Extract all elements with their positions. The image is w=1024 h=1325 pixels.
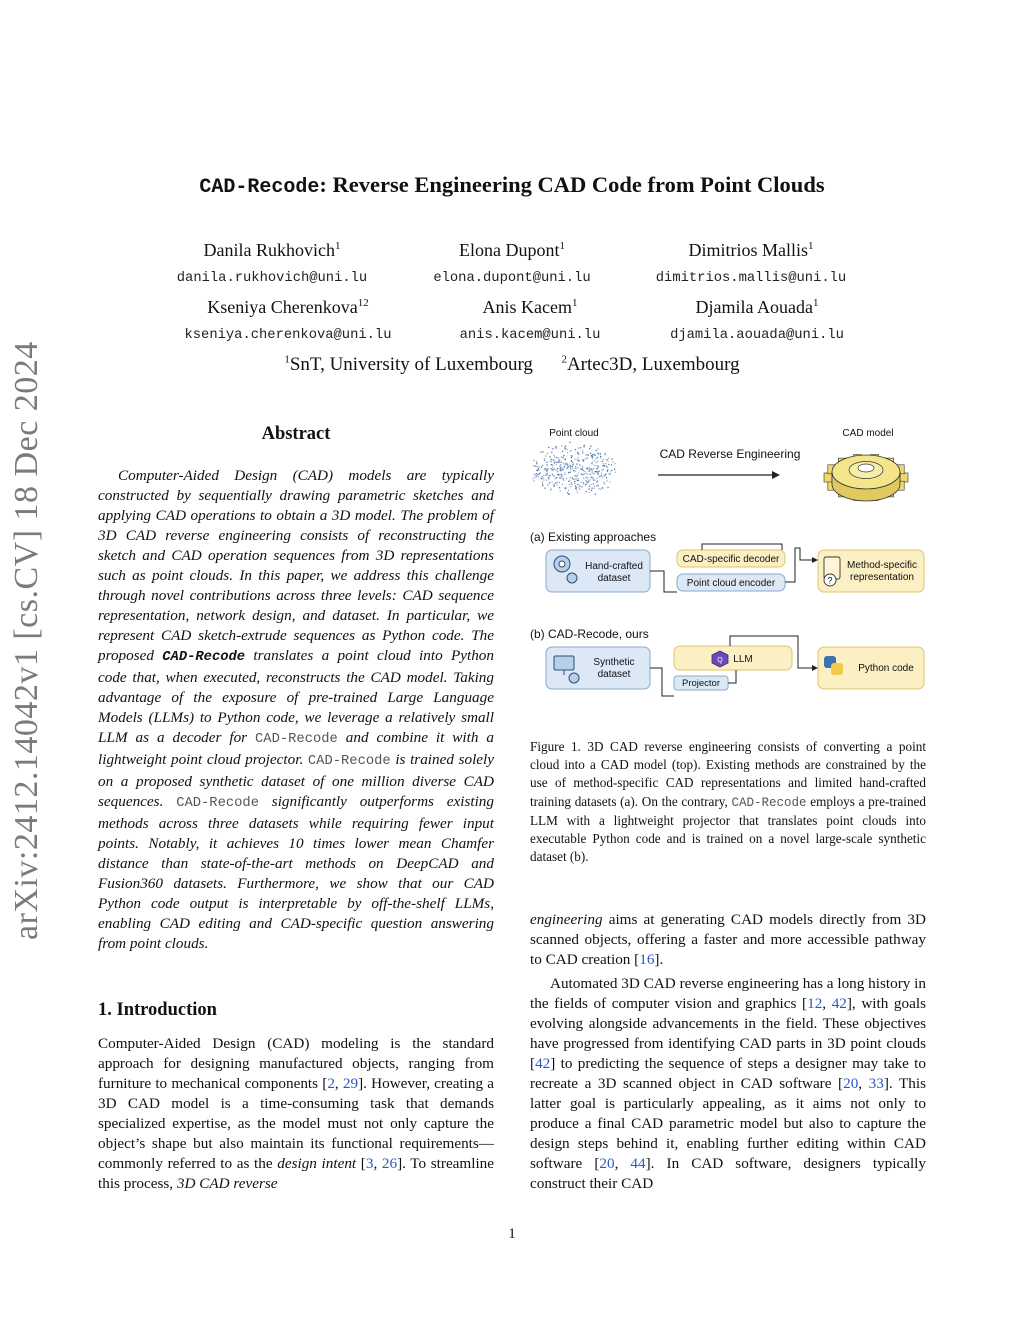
paragraph bbox=[530, 910, 926, 970]
author-email[interactable]: elona.dupont@uni.lu bbox=[433, 271, 591, 286]
point-cloud-label: Point cloud bbox=[549, 428, 599, 439]
text-run: , bbox=[373, 1155, 382, 1172]
citation-link[interactable]: 33 bbox=[868, 1075, 884, 1092]
text-run: , bbox=[822, 995, 832, 1012]
affiliation-2: Artec3D, Luxembourg bbox=[566, 354, 740, 375]
citation-link[interactable]: 20 bbox=[599, 1155, 615, 1172]
arxiv-identifier: arXiv:2412.14042v1 [cs.CV] 18 Dec 2024 bbox=[8, 341, 45, 940]
title-code-name: CAD-Recode bbox=[199, 176, 320, 199]
text-run: , bbox=[858, 1075, 869, 1092]
connector-a1 bbox=[650, 571, 677, 592]
text-run: Automated 3D CAD reverse engineering has a long history in the fields of computer vision and graphics [ bbox=[530, 975, 926, 1012]
text-run: , bbox=[614, 1155, 631, 1172]
handcrafted-label-1: Hand-crafted bbox=[585, 561, 643, 572]
arrow-label: CAD Reverse Engineering bbox=[659, 447, 801, 461]
abstract-text bbox=[98, 466, 494, 954]
author-email[interactable]: danila.rukhovich@uni.lu bbox=[176, 271, 368, 286]
cad-decoder-label: CAD-specific decoder bbox=[682, 554, 780, 565]
connector-b3-head bbox=[812, 665, 818, 671]
connector-a3 bbox=[702, 544, 782, 550]
reverse-arrow-head bbox=[772, 471, 780, 479]
emphasis: engineering bbox=[530, 911, 603, 928]
text-run: ]. However, creating a 3D CAD model is a time-consuming task that demands specialized expertise, as the model must not only capture the object’s shape but also maintain its functional requirements—commonly referred to as the bbox=[98, 1075, 495, 1172]
author-affiliation-mark: 1 bbox=[559, 240, 565, 252]
text-run: ]. In CAD software, designers typically construct their CAD bbox=[530, 1155, 926, 1192]
paper-title bbox=[0, 172, 1024, 199]
cad-gear-image bbox=[824, 455, 908, 502]
synthetic-label-1: Synthetic bbox=[593, 657, 635, 668]
text-run: ] to predicting the sequence of steps a designer may take to recreate a 3D scanned object in CAD software [ bbox=[530, 1055, 926, 1092]
affiliation-mark: 1 bbox=[284, 353, 290, 366]
affiliations bbox=[0, 354, 1024, 376]
affiliation-mark: 2 bbox=[561, 353, 567, 366]
text-run: , bbox=[334, 1075, 343, 1092]
abstract-part: is trained solely on a proposed synthetic dataset of one million diverse CAD sequences. bbox=[98, 751, 494, 810]
svg-text:?: ? bbox=[827, 575, 833, 586]
inline-code: CAD-Recode bbox=[176, 796, 259, 811]
llm-label: LLM bbox=[733, 654, 753, 665]
caption-text: employs a pre-trained LLM with a lightweight projector that translates point clouds into executable Python code and is trained on a novel large-scale synthetic dataset (b). bbox=[530, 793, 926, 865]
citation-link[interactable]: 42 bbox=[535, 1055, 551, 1072]
author-email[interactable]: djamila.aouada@uni.lu bbox=[670, 328, 844, 343]
author-name: Danila Rukhovich bbox=[203, 240, 335, 260]
author-name: Dimitrios Mallis bbox=[688, 240, 808, 260]
inline-code: CAD-Recode bbox=[255, 732, 338, 747]
connector-a2 bbox=[785, 548, 815, 582]
author-affiliation-mark: 1 bbox=[812, 297, 819, 309]
citation-link[interactable]: 29 bbox=[342, 1075, 359, 1092]
citation-link[interactable]: 44 bbox=[630, 1155, 646, 1172]
section-a-label: (a) Existing approaches bbox=[530, 530, 657, 544]
connector-b2 bbox=[728, 670, 736, 683]
text-run: [ bbox=[356, 1155, 366, 1172]
projector-label: Projector bbox=[681, 678, 721, 689]
llm-logo-icon bbox=[712, 651, 728, 667]
citation-link[interactable]: 26 bbox=[381, 1155, 398, 1172]
figure-caption bbox=[530, 738, 926, 866]
emphasis: 3D CAD reverse bbox=[176, 1175, 278, 1192]
text-run: ]. This latter goal is particularly appealing, as it aims not only to produce a final CAD parametric model but also to capture the design steps behind it, enabling further editing within CAD software [ bbox=[530, 1075, 927, 1172]
author-name: Djamila Aouada bbox=[695, 297, 813, 317]
point-cloud-image bbox=[532, 442, 616, 495]
inline-code: CAD-Recode bbox=[307, 754, 391, 769]
synthetic-label-2: dataset bbox=[597, 669, 631, 680]
author-name: Elona Dupont bbox=[459, 240, 560, 260]
connector-a2-head bbox=[812, 557, 818, 563]
citation-link[interactable]: 20 bbox=[843, 1075, 859, 1092]
citation-link[interactable]: 16 bbox=[639, 951, 655, 968]
author-email[interactable]: dimitrios.mallis@uni.lu bbox=[655, 271, 847, 286]
citation-link[interactable]: 3 bbox=[365, 1155, 374, 1172]
right-column-text bbox=[530, 910, 926, 1194]
section-b-label: (b) CAD-Recode, ours bbox=[530, 627, 649, 641]
title-text: : Reverse Engineering CAD Code from Point Clouds bbox=[319, 172, 825, 197]
cad-model-label: CAD model bbox=[842, 428, 894, 439]
pc-encoder-label: Point cloud encoder bbox=[686, 578, 776, 589]
author-affiliation-mark: 1 bbox=[571, 297, 578, 309]
citation-link[interactable]: 42 bbox=[831, 995, 847, 1012]
author-name: Anis Kacem bbox=[482, 297, 572, 317]
citation-link[interactable]: 2 bbox=[327, 1075, 335, 1092]
author-email[interactable]: kseniya.cherenkova@uni.lu bbox=[184, 328, 392, 343]
author-name: Kseniya Cherenkova bbox=[207, 297, 358, 317]
author-block bbox=[607, 297, 907, 343]
method-label-2: representation bbox=[850, 572, 914, 583]
author-affiliation-mark: 1 bbox=[808, 240, 814, 252]
text-run: Computer-Aided Design (CAD) modeling is the standard approach for designing manufactured objects, ranging from furniture to mechanical components [ bbox=[98, 1035, 494, 1092]
text-run: ]. bbox=[654, 951, 664, 968]
affiliation-1: SnT, University of Luxembourg bbox=[289, 354, 533, 375]
paragraph bbox=[530, 974, 926, 1194]
svg-text:Q: Q bbox=[717, 657, 723, 664]
author-affiliation-mark: 1 bbox=[334, 240, 341, 252]
author-email[interactable]: anis.kacem@uni.lu bbox=[459, 328, 601, 343]
author-block bbox=[601, 240, 901, 286]
connector-b1 bbox=[650, 668, 674, 696]
intro-text bbox=[98, 1034, 494, 1194]
abstract-heading: Abstract bbox=[261, 424, 331, 444]
method-label-1: Method-specific bbox=[846, 560, 918, 571]
figure-1 bbox=[530, 420, 928, 720]
text-run: ]. To streamline this process, bbox=[98, 1155, 495, 1192]
inline-code: CAD-Recode bbox=[162, 650, 246, 665]
text-run: aims at generating CAD models directly from 3D scanned objects, offering a faster and more accessible pathway to CAD creation [ bbox=[530, 911, 926, 968]
emphasis: design intent bbox=[277, 1155, 357, 1172]
python-code-label: Python code bbox=[858, 663, 914, 674]
author-affiliation-mark: 12 bbox=[357, 297, 369, 309]
section-heading: 1. Introduction bbox=[98, 1000, 217, 1020]
caption-text: Figure 1. 3D CAD reverse engineering consists of converting a point cloud into a CAD model (top). Existing methods are constrained by the use of method-specific CAD representations and limited hand-crafted training datasets (a). On the contrary, bbox=[530, 739, 926, 809]
page-number: 1 bbox=[508, 1226, 516, 1242]
abstract-part: and combine it with a lightweight point cloud projector. bbox=[98, 729, 494, 768]
abstract-part: translates a point cloud into Python code that, when executed, reconstructs the CAD model. Taking advantage of the exposure of pre-trained Large Language Models (LLMs) to Python code, we leverage a relatively small LLM as a decoder for bbox=[98, 647, 494, 746]
abstract-part: significantly outperforms existing methods across three datasets while requiring fewer input points. Notably, it achieves 10 times lower mean Chamfer distance than state-of-the-art methods on DeepCAD and Fusion360 datasets. Furthermore, we show that our CAD Python code output is interpretable by off-the-shelf LLMs, enabling CAD editing and CAD-specific question answering from point clouds. bbox=[98, 793, 494, 952]
abstract-part: Computer-Aided Design (CAD) models are typically constructed by sequentially drawing parametric sketches and applying CAD operations to obtain a 3D model. The problem of 3D CAD reverse engineering consists of reconstructing the sketch and CAD operation sequences from 3D representations such as point clouds. In this paper, we address this challenge through novel contributions across three levels: CAD sequence representation, network design, and dataset. In particular, we represent CAD sketch-extrude sequences as Python code. The proposed bbox=[98, 467, 494, 664]
gear-hole bbox=[858, 464, 874, 472]
text-run: ], with goals evolving alongside advancements in the field. These objectives have progressed from identifying CAD parts in 3D point clouds [ bbox=[530, 995, 926, 1072]
citation-link[interactable]: 12 bbox=[807, 995, 823, 1012]
handcrafted-label-2: dataset bbox=[597, 573, 631, 584]
inline-code: CAD-Recode bbox=[731, 795, 807, 810]
